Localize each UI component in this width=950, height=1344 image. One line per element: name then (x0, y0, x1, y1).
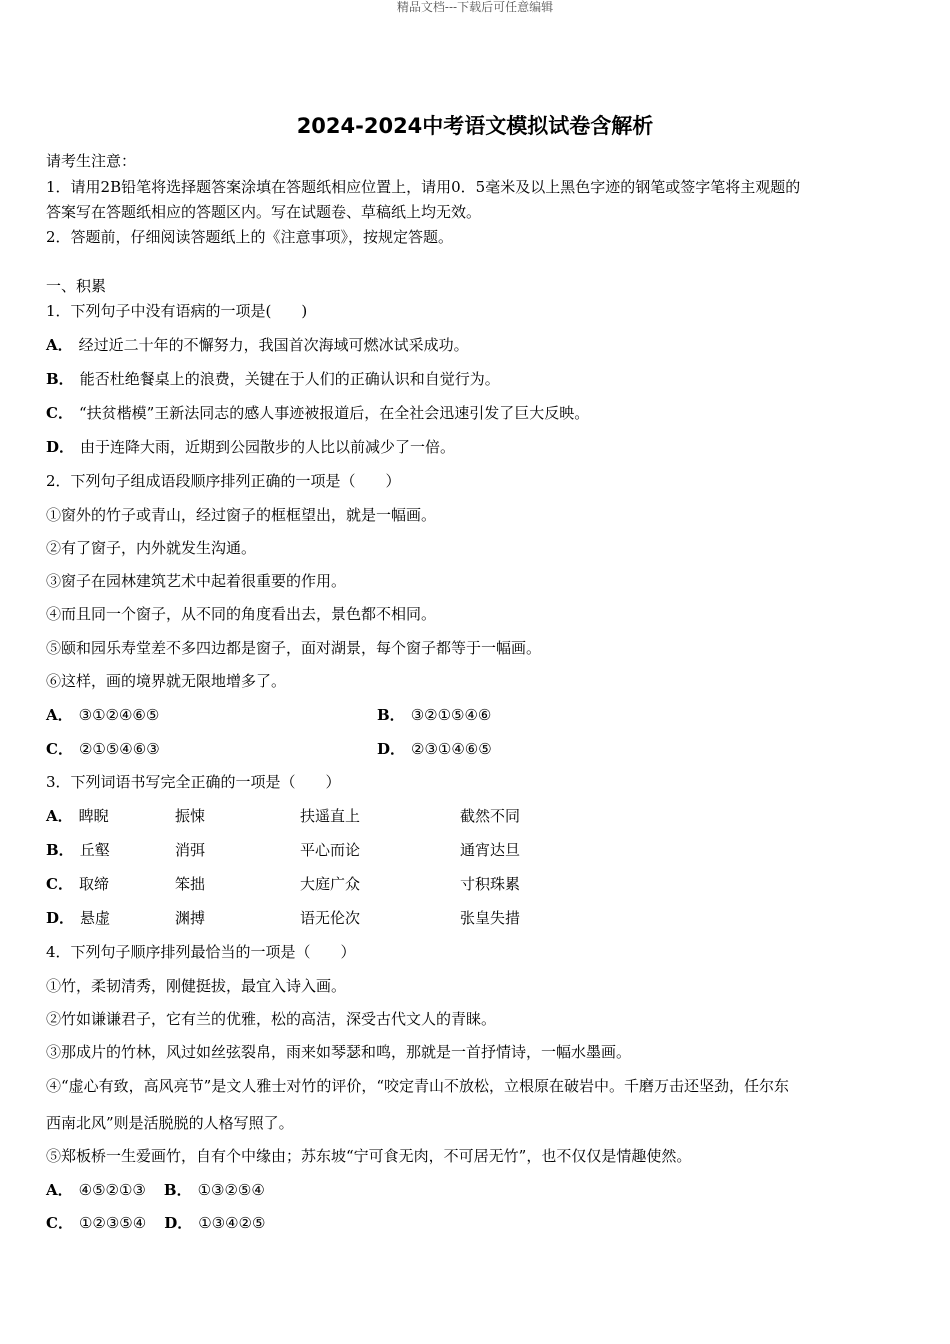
question-4-sentence: ④“虚心有致，高风亮节”是文人雅士对竹的评价，“咬定青山不放松，立根原在破岩中。千磨万击还坚劲，任尔东 (46, 1077, 790, 1095)
option-text: 能否杜绝餐桌上的浪费，关键在于人们的正确认识和自觉行为。 (79, 370, 500, 388)
question-2-stem: 2．下列句子组成语段顺序排列正确的一项是（ ） (46, 472, 401, 490)
option-text: ②①⑤④⑥③ (78, 740, 160, 758)
word: 扶遥直上 (300, 807, 361, 825)
word: 悬虚 (80, 909, 111, 927)
word: 丘壑 (79, 841, 110, 859)
word: 通宵达旦 (460, 841, 521, 859)
question-1-option-c (46, 403, 589, 423)
question-4-sentence: ①竹，柔韧清秀，刚健挺拔，最宜入诗入画。 (46, 977, 347, 995)
option-label: D． (377, 740, 406, 758)
word: 张皇失措 (460, 909, 521, 927)
option-label: C． (46, 404, 73, 422)
word: 振悚 (175, 807, 206, 825)
question-2-option-b (377, 705, 491, 725)
question-4-sentence: ③那成片的竹林，风过如丝弦裂帛，雨来如琴瑟和鸣，那就是一首抒情诗，一幅水墨画。 (46, 1043, 632, 1061)
question-3-row-d-label: D． 悬虚 (46, 909, 111, 927)
question-1-option-b (46, 369, 500, 389)
word: 语无伦次 (300, 909, 361, 927)
watermark: 精品文档---下载后可任意编辑 (396, 0, 554, 14)
question-4-sentence: 西南北风”则是活脱脱的人格写照了。 (46, 1114, 294, 1132)
question-1-option-a (46, 335, 469, 355)
word: 渊搏 (175, 909, 206, 927)
word: 取缔 (78, 875, 109, 893)
question-3-stem: 3．下列词语书写完全正确的一项是（ ） (46, 773, 341, 791)
question-2-sentence: ④而且同一个窗子，从不同的角度看出去，景色都不相同。 (46, 605, 437, 623)
question-4-sentence: ⑤郑板桥一生爱画竹，自有个中缘由；苏东坡“宁可食无肉，不可居无竹”，也不仅仅是情趣使然。 (46, 1147, 692, 1165)
option-text: ①③②⑤④ (197, 1181, 265, 1199)
notice-heading: 请考生注意： (46, 152, 137, 170)
question-2-sentence: ⑥这样，画的境界就无限地增多了。 (46, 672, 287, 690)
option-label: A． (46, 1181, 73, 1199)
question-3-row-a-label: A． 睥睨 (46, 807, 109, 825)
option-text: ①②③⑤④ (78, 1214, 147, 1232)
word: 平心而论 (300, 841, 361, 859)
option-text: ①③④②⑤ (198, 1214, 266, 1232)
question-4-stem: 4．下列句子顺序排列最恰当的一项是（ ） (46, 943, 356, 961)
section-heading: 一、积累 (46, 277, 107, 295)
option-text: ②③①④⑥⑤ (411, 740, 492, 758)
question-2-sentence: ⑤颐和园乐寿堂差不多四边都是窗子，面对湖景，每个窗子都等于一幅画。 (46, 639, 542, 657)
question-2-option-c (46, 739, 160, 759)
question-2-option-a (46, 705, 159, 725)
option-label: B． (46, 370, 74, 388)
question-1-option-d (46, 437, 455, 457)
word: 寸积珠累 (460, 875, 521, 893)
question-4-sentence: ②竹如谦谦君子，它有兰的优雅，松的高洁，深受古代文人的青睐。 (46, 1010, 497, 1028)
option-label: C． (46, 740, 73, 758)
option-text: 由于连降大雨，近期到公园散步的人比以前减少了一倍。 (80, 438, 456, 456)
word: 大庭广众 (300, 875, 361, 893)
question-2-sentence: ③窗子在园林建筑艺术中起着很重要的作用。 (46, 572, 347, 590)
question-3-row-b-label: B． 丘壑 (46, 841, 110, 859)
option-label: D． (164, 1214, 193, 1232)
option-label: A． (46, 336, 73, 354)
option-label: C． (46, 1214, 73, 1232)
question-2-sentence: ②有了窗子，内外就发生沟通。 (46, 539, 257, 557)
question-2-sentence: ①窗外的竹子或青山，经过窗子的框框望出，就是一幅画。 (46, 506, 437, 524)
option-text: “扶贫楷模”王新法同志的感人事迹被报道后，在全社会迅速引发了巨大反映。 (78, 404, 590, 422)
page-title: 2024-2024中考语文模拟试卷含解析 (296, 114, 654, 138)
question-2-option-d (377, 739, 492, 759)
question-3-row-c-label: C． 取缔 (46, 875, 109, 893)
word: 消弭 (175, 841, 206, 859)
question-4-options-row-1 (46, 1180, 265, 1200)
notice-line: 2．答题前，仔细阅读答题纸上的《注意事项》，按规定答题。 (46, 228, 454, 246)
option-label: B． (377, 706, 405, 724)
option-text: ③①②④⑥⑤ (78, 706, 160, 724)
option-label: A． (46, 706, 73, 724)
option-text: 经过近二十年的不懈努力，我国首次海域可燃冰试采成功。 (78, 336, 469, 354)
question-4-options-row-2 (46, 1213, 265, 1233)
option-label: D． (46, 438, 75, 456)
option-text: ④⑤②①③ (78, 1181, 146, 1199)
word: 截然不同 (460, 807, 521, 825)
question-1-stem: 1．下列句子中没有语病的一项是( ) (46, 302, 308, 320)
option-label: B． (163, 1181, 192, 1199)
notice-line: 答案写在答题纸相应的答题区内。写在试题卷、草稿纸上均无效。 (46, 203, 482, 221)
notice-line: 1．请用2B铅笔将选择题答案涂填在答题纸相应位置上，请用0．5毫米及以上黑色字迹的钢笔或签字笔将主观题的 (46, 178, 801, 196)
word: 睥睨 (78, 807, 109, 825)
word: 笨拙 (175, 875, 206, 893)
option-text: ③②①⑤④⑥ (410, 706, 492, 724)
